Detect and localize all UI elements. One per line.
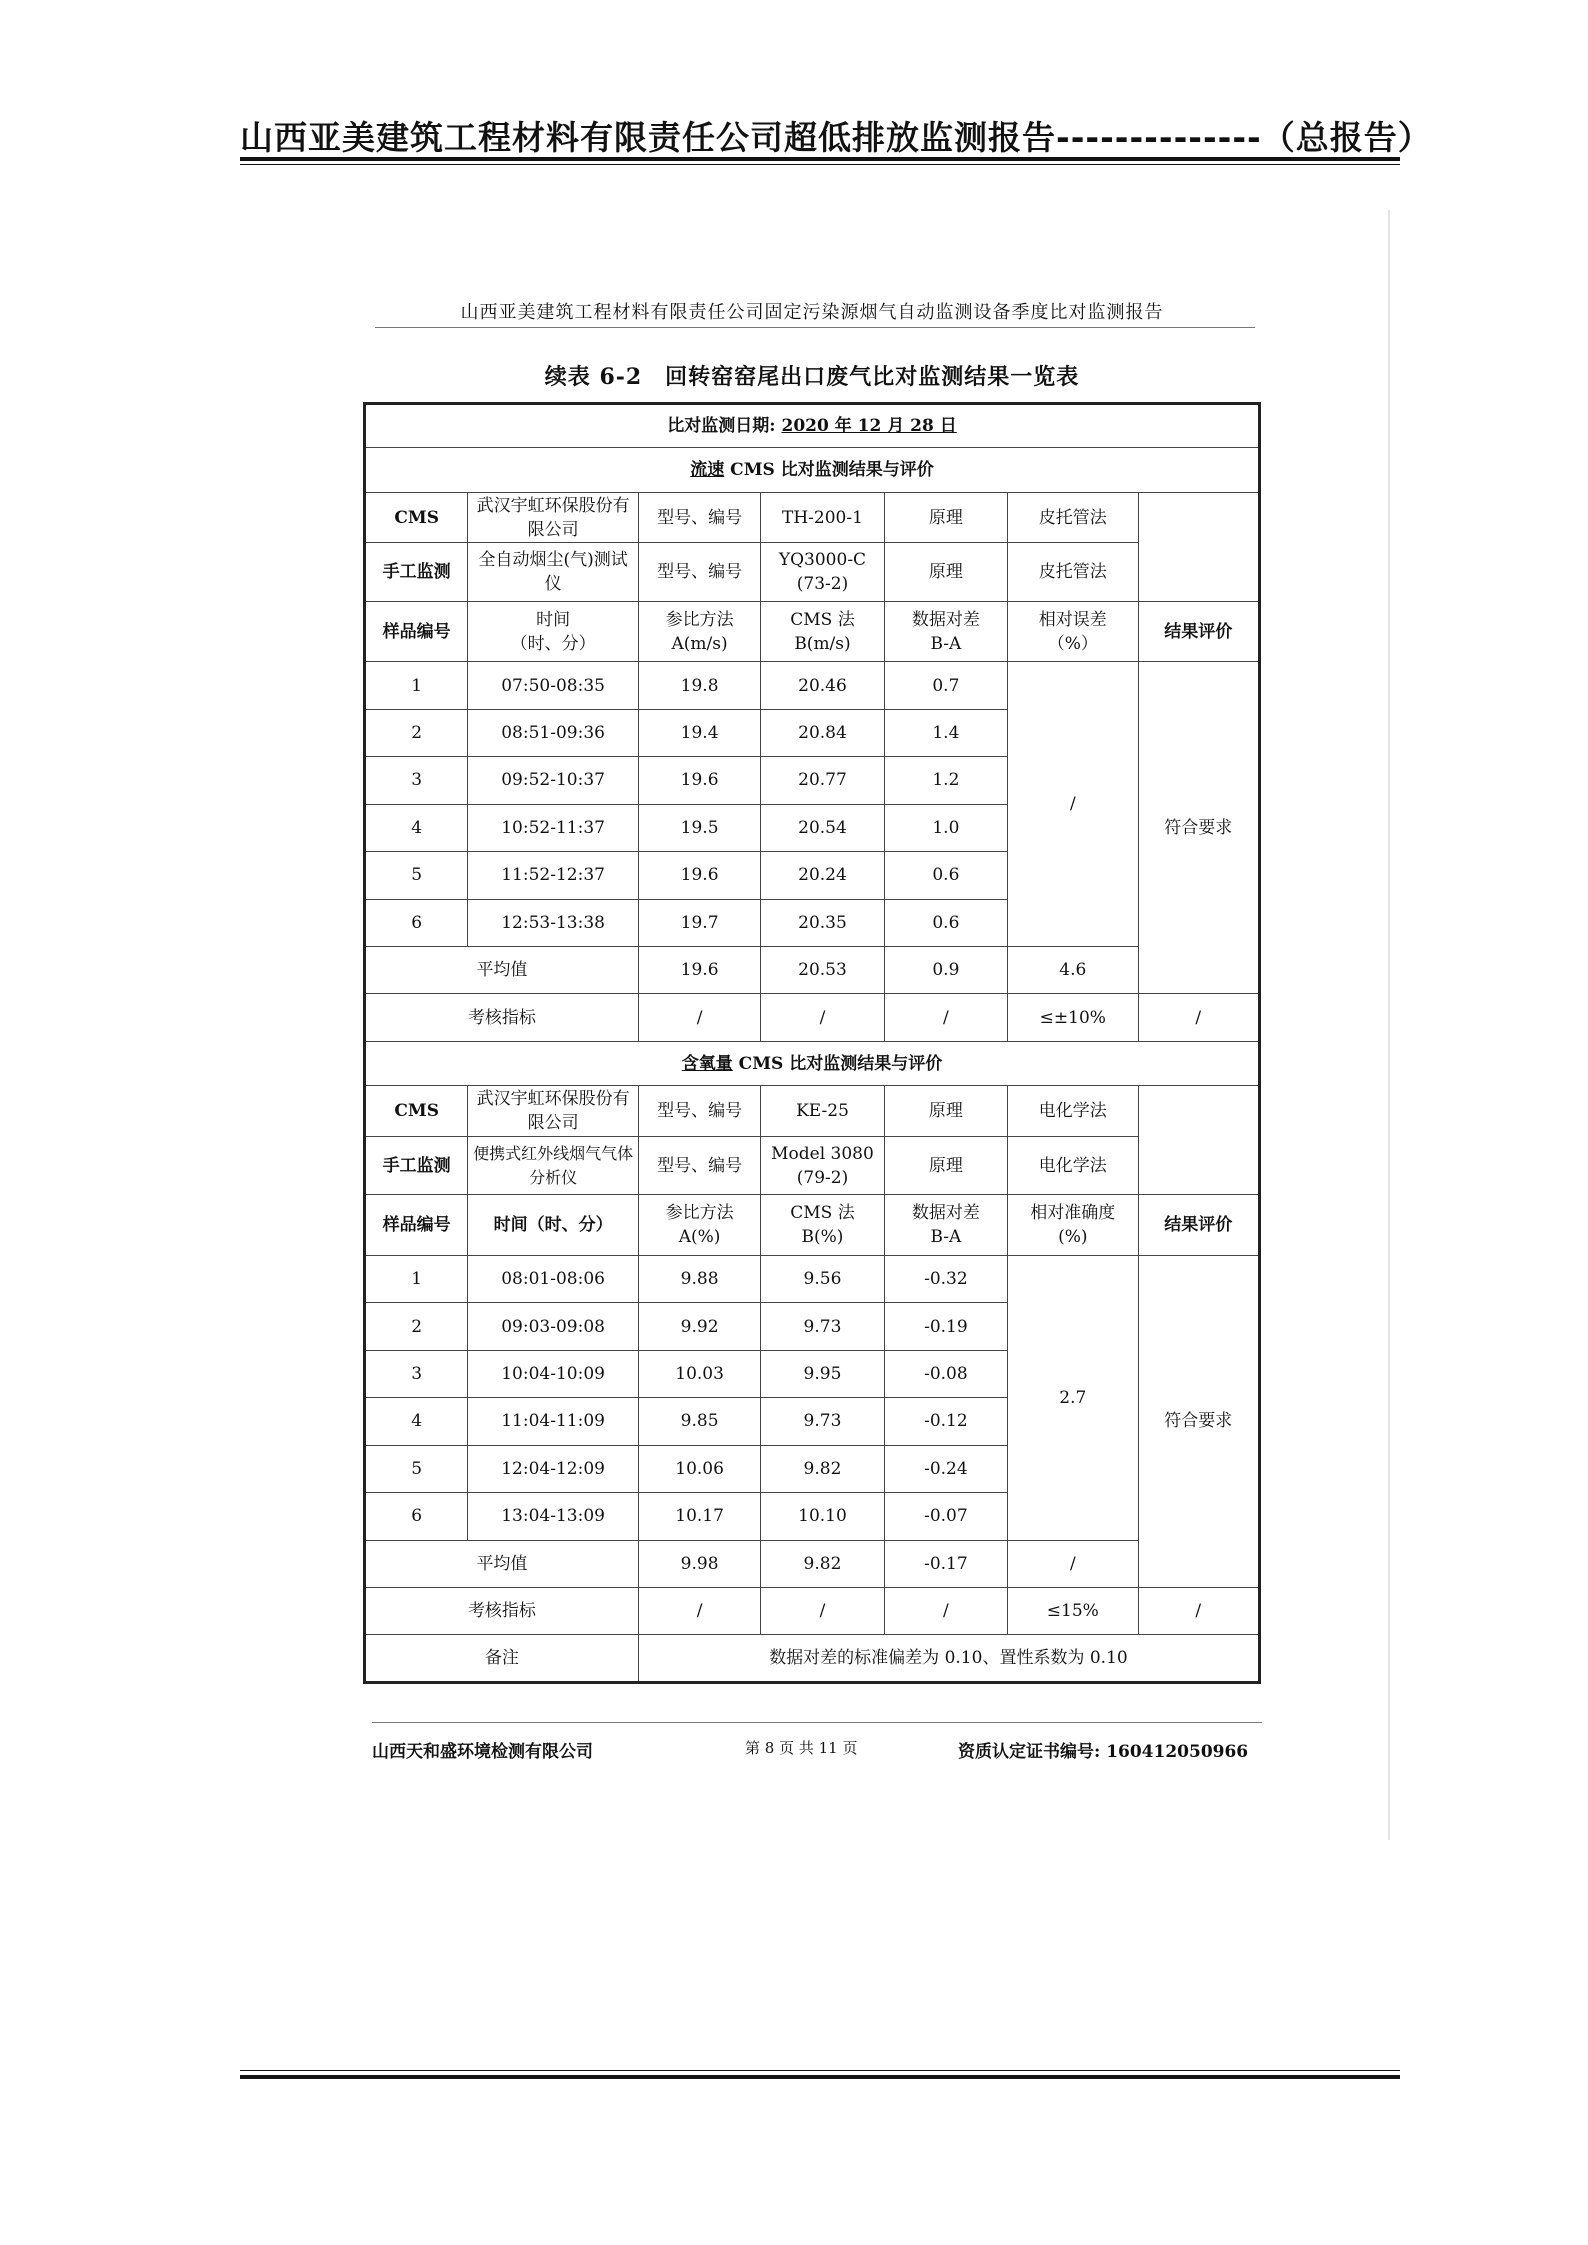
oxygen-criteria-diff: /	[884, 1587, 1007, 1634]
oxygen-row3-b: 9.95	[761, 1350, 884, 1397]
flow-row4-b: 20.54	[761, 804, 884, 851]
flow-criteria-diff: /	[884, 994, 1007, 1041]
oxygen-col-ref	[638, 1195, 760, 1256]
flow-row3-time: 09:52-10:37	[468, 757, 639, 804]
monitoring-date	[365, 404, 1260, 448]
inner-header-rule	[375, 327, 1255, 328]
footer-certificate: 资质认定证书编号: 160412050966	[958, 1742, 1249, 1762]
flow-col-sample: 样品编号	[365, 601, 468, 662]
flow-manual-model-label: 型号、编号	[638, 543, 760, 602]
flow-row3-b: 20.77	[761, 757, 884, 804]
oxygen-col-time: 时间（时、分）	[468, 1195, 639, 1256]
oxygen-avg-b: 9.82	[761, 1540, 884, 1587]
flow-cms-principle-label: 原理	[884, 492, 1007, 542]
oxygen-row3-time: 10:04-10:09	[468, 1350, 639, 1397]
oxygen-col-rel	[1008, 1195, 1138, 1256]
oxygen-row1-id: 1	[365, 1255, 468, 1302]
oxygen-manual-model-label: 型号、编号	[638, 1136, 760, 1195]
flow-manual-row	[365, 543, 1260, 602]
oxygen-manual-principle: 电化学法	[1008, 1136, 1138, 1195]
flow-row3-a: 19.6	[638, 757, 760, 804]
oxygen-row6-time: 13:04-13:09	[468, 1493, 639, 1540]
flow-section-keyword: 流速	[690, 460, 725, 481]
oxygen-col-cms	[761, 1195, 884, 1256]
flow-col-diff-l2: B-A	[930, 633, 962, 654]
oxygen-section-keyword: 含氧量	[681, 1053, 733, 1074]
flow-row2-id: 2	[365, 709, 468, 756]
oxygen-row4-diff: -0.12	[884, 1398, 1007, 1445]
flow-avg-label: 平均值	[365, 947, 639, 994]
flow-row6-a: 19.7	[638, 899, 760, 946]
bottom-rule-thick	[240, 2075, 1400, 2079]
flow-row4-id: 4	[365, 804, 468, 851]
flow-row1-b: 20.46	[761, 662, 884, 709]
flow-manual-device: 全自动烟尘(气)测试仪	[468, 543, 639, 602]
oxygen-row6-id: 6	[365, 1493, 468, 1540]
oxygen-row2-diff: -0.19	[884, 1303, 1007, 1350]
oxygen-criteria-rel: ≤15%	[1008, 1587, 1138, 1634]
oxygen-section-title-row	[365, 1041, 1260, 1085]
flow-col-cms	[761, 601, 884, 662]
oxygen-manual-row	[365, 1136, 1260, 1195]
flow-row6-diff: 0.6	[884, 899, 1007, 946]
flow-evaluation-merged: 符合要求	[1138, 662, 1259, 994]
flow-row2-time: 08:51-09:36	[468, 709, 639, 756]
flow-col-ref-l1: 参比方法	[665, 609, 734, 630]
oxygen-cms-principle-label: 原理	[884, 1086, 1007, 1136]
oxygen-row1-diff: -0.32	[884, 1255, 1007, 1302]
flow-row5-b: 20.24	[761, 852, 884, 899]
flow-section-title-row	[365, 448, 1260, 492]
header-rule-thick	[240, 157, 1400, 161]
oxygen-cms-maker: 武汉宇虹环保股份有限公司	[468, 1086, 639, 1136]
oxygen-col-diff-l1: 数据对差	[911, 1203, 980, 1224]
flow-col-cms-l2: B(m/s)	[794, 633, 851, 654]
oxygen-section-title	[365, 1041, 1260, 1085]
oxygen-avg-diff: -0.17	[884, 1540, 1007, 1587]
flow-manual-model-line1: YQ3000-C	[778, 550, 867, 571]
flow-row2-a: 19.4	[638, 709, 760, 756]
flow-row3-id: 3	[365, 757, 468, 804]
oxygen-cms-model-label: 型号、编号	[638, 1086, 760, 1136]
oxygen-col-cms-l2: B(%)	[801, 1227, 844, 1248]
oxygen-relative-accuracy-merged: 2.7	[1008, 1255, 1138, 1540]
oxygen-col-rel-l1: 相对准确度	[1030, 1203, 1116, 1224]
flow-criteria-a: /	[638, 994, 760, 1041]
flow-col-ref-l2: A(m/s)	[671, 633, 728, 654]
flow-col-rel	[1008, 601, 1138, 662]
flow-avg-diff: 0.9	[884, 947, 1007, 994]
oxygen-col-ref-l2: A(%)	[678, 1227, 721, 1248]
oxygen-cms-model: KE-25	[761, 1086, 884, 1136]
table-row	[365, 1255, 1260, 1302]
flow-criteria-b: /	[761, 994, 884, 1041]
flow-section-rest: CMS 比对监测结果与评价	[724, 460, 934, 481]
flow-col-rel-l2: （%）	[1047, 633, 1098, 654]
flow-col-time	[468, 601, 639, 662]
oxygen-row3-diff: -0.08	[884, 1350, 1007, 1397]
oxygen-col-eval: 结果评价	[1138, 1195, 1259, 1256]
flow-row4-a: 19.5	[638, 804, 760, 851]
oxygen-row3-a: 10.03	[638, 1350, 760, 1397]
date-row	[365, 404, 1260, 448]
flow-row6-time: 12:53-13:38	[468, 899, 639, 946]
flow-manual-model	[761, 543, 884, 602]
oxygen-row5-id: 5	[365, 1445, 468, 1492]
oxygen-avg-label: 平均值	[365, 1540, 639, 1587]
flow-avg-rel: 4.6	[1008, 947, 1138, 994]
flow-section-title	[365, 448, 1260, 492]
oxygen-criteria-a: /	[638, 1587, 760, 1634]
flow-row1-id: 1	[365, 662, 468, 709]
oxygen-criteria-label: 考核指标	[365, 1587, 639, 1634]
bottom-rule-thin	[240, 2070, 1400, 2071]
flow-col-diff	[884, 601, 1007, 662]
oxygen-criteria-row	[365, 1587, 1260, 1634]
flow-col-time-l1: 时间	[536, 609, 571, 630]
flow-col-diff-l1: 数据对差	[911, 609, 980, 630]
oxygen-row2-id: 2	[365, 1303, 468, 1350]
flow-col-eval: 结果评价	[1138, 601, 1259, 662]
scan-edge	[1388, 210, 1390, 1840]
comparison-table	[363, 402, 1261, 1684]
flow-cms-model: TH-200-1	[761, 492, 884, 542]
flow-row2-b: 20.84	[761, 709, 884, 756]
oxygen-row5-b: 9.82	[761, 1445, 884, 1492]
oxygen-cms-label: CMS	[365, 1086, 468, 1136]
oxygen-col-ref-l1: 参比方法	[665, 1203, 734, 1224]
flow-col-time-l2: （时、分）	[510, 633, 596, 654]
flow-row4-diff: 1.0	[884, 804, 1007, 851]
flow-row5-diff: 0.6	[884, 852, 1007, 899]
flow-relative-error-merged: /	[1008, 662, 1138, 947]
oxygen-row6-a: 10.17	[638, 1493, 760, 1540]
flow-average-row	[365, 947, 1260, 994]
oxygen-avg-rel: /	[1008, 1540, 1138, 1587]
flow-cms-row	[365, 492, 1260, 542]
oxygen-evaluation-merged: 符合要求	[1138, 1255, 1259, 1587]
oxygen-header-row	[365, 1195, 1260, 1256]
oxygen-col-diff	[884, 1195, 1007, 1256]
flow-col-ref	[638, 601, 760, 662]
oxygen-row4-id: 4	[365, 1398, 468, 1445]
flow-criteria-row	[365, 994, 1260, 1041]
flow-cms-model-label: 型号、编号	[638, 492, 760, 542]
oxygen-row4-time: 11:04-11:09	[468, 1398, 639, 1445]
oxygen-section-rest: CMS 比对监测结果与评价	[732, 1053, 943, 1074]
oxygen-col-sample: 样品编号	[365, 1195, 468, 1256]
oxygen-row1-b: 9.56	[761, 1255, 884, 1302]
flow-header-row	[365, 601, 1260, 662]
report-header: 山西亚美建筑工程材料有限责任公司超低排放监测报告--------------（总报告）	[240, 118, 1432, 157]
oxygen-row6-diff: -0.07	[884, 1493, 1007, 1540]
footer-rule	[372, 1722, 1262, 1723]
oxygen-manual-model-line2: (79-2)	[796, 1167, 849, 1188]
oxygen-criteria-b: /	[761, 1587, 884, 1634]
flow-criteria-rel: ≤±10%	[1008, 994, 1138, 1041]
oxygen-manual-device: 便携式红外线烟气气体分析仪	[468, 1136, 639, 1195]
flow-row4-time: 10:52-11:37	[468, 804, 639, 851]
oxygen-col-cms-l1: CMS 法	[790, 1203, 855, 1224]
oxygen-cms-row	[365, 1086, 1260, 1136]
flow-avg-a: 19.6	[638, 947, 760, 994]
flow-row6-id: 6	[365, 899, 468, 946]
oxygen-manual-principle-label: 原理	[884, 1136, 1007, 1195]
oxygen-row3-id: 3	[365, 1350, 468, 1397]
flow-manual-model-line2: (73-2)	[796, 574, 849, 595]
flow-cms-maker: 武汉宇虹环保股份有限公司	[468, 492, 639, 542]
oxygen-row5-a: 10.06	[638, 1445, 760, 1492]
flow-criteria-label: 考核指标	[365, 994, 639, 1041]
inner-report-header: 山西亚美建筑工程材料有限责任公司固定污染源烟气自动监测设备季度比对监测报告	[460, 302, 1164, 323]
oxygen-avg-a: 9.98	[638, 1540, 760, 1587]
oxygen-row6-b: 10.10	[761, 1493, 884, 1540]
flow-row5-a: 19.6	[638, 852, 760, 899]
flow-row1-diff: 0.7	[884, 662, 1007, 709]
flow-row5-id: 5	[365, 852, 468, 899]
flow-manual-label: 手工监测	[365, 543, 468, 602]
table-row	[365, 662, 1260, 709]
oxygen-row5-time: 12:04-12:09	[468, 1445, 639, 1492]
oxygen-manual-label: 手工监测	[365, 1136, 468, 1195]
oxygen-row1-time: 08:01-08:06	[468, 1255, 639, 1302]
date-label: 比对监测日期:	[667, 416, 776, 437]
oxygen-manual-model-line1: Model 3080	[771, 1143, 874, 1164]
flow-row1-time: 07:50-08:35	[468, 662, 639, 709]
oxygen-col-diff-l2: B-A	[930, 1227, 962, 1248]
oxygen-row2-b: 9.73	[761, 1303, 884, 1350]
remark-row	[365, 1635, 1260, 1683]
flow-col-cms-l1: CMS 法	[790, 609, 855, 630]
remark-text: 数据对差的标准偏差为 0.10、置性系数为 0.10	[638, 1635, 1259, 1683]
remark-label: 备注	[365, 1635, 639, 1683]
flow-avg-b: 20.53	[761, 947, 884, 994]
footer-company: 山西天和盛环境检测有限公司	[372, 1742, 593, 1762]
date-value: 2020 年 12 月 28 日	[781, 416, 957, 437]
oxygen-cms-principle: 电化学法	[1008, 1086, 1138, 1136]
oxygen-row4-b: 9.73	[761, 1398, 884, 1445]
footer-page-number: 第 8 页 共 11 页	[745, 1739, 858, 1757]
flow-row6-b: 20.35	[761, 899, 884, 946]
oxygen-row2-time: 09:03-09:08	[468, 1303, 639, 1350]
flow-criteria-eval: /	[1138, 994, 1259, 1041]
flow-row5-time: 11:52-12:37	[468, 852, 639, 899]
flow-manual-principle-label: 原理	[884, 543, 1007, 602]
flow-manual-principle: 皮托管法	[1008, 543, 1138, 602]
flow-row1-a: 19.8	[638, 662, 760, 709]
oxygen-average-row	[365, 1540, 1260, 1587]
oxygen-row2-a: 9.92	[638, 1303, 760, 1350]
oxygen-row1-a: 9.88	[638, 1255, 760, 1302]
flow-col-rel-l1: 相对误差	[1038, 609, 1107, 630]
flow-row3-diff: 1.2	[884, 757, 1007, 804]
oxygen-row5-diff: -0.24	[884, 1445, 1007, 1492]
oxygen-manual-model	[761, 1136, 884, 1195]
flow-cms-label: CMS	[365, 492, 468, 542]
table-caption: 续表 6-2 回转窑窑尾出口废气比对监测结果一览表	[544, 364, 1080, 390]
header-rule-thin	[240, 164, 1400, 165]
flow-row2-diff: 1.4	[884, 709, 1007, 756]
oxygen-row4-a: 9.85	[638, 1398, 760, 1445]
flow-cms-principle: 皮托管法	[1008, 492, 1138, 542]
oxygen-col-rel-l2: (%)	[1058, 1227, 1088, 1248]
oxygen-criteria-eval: /	[1138, 1587, 1259, 1634]
